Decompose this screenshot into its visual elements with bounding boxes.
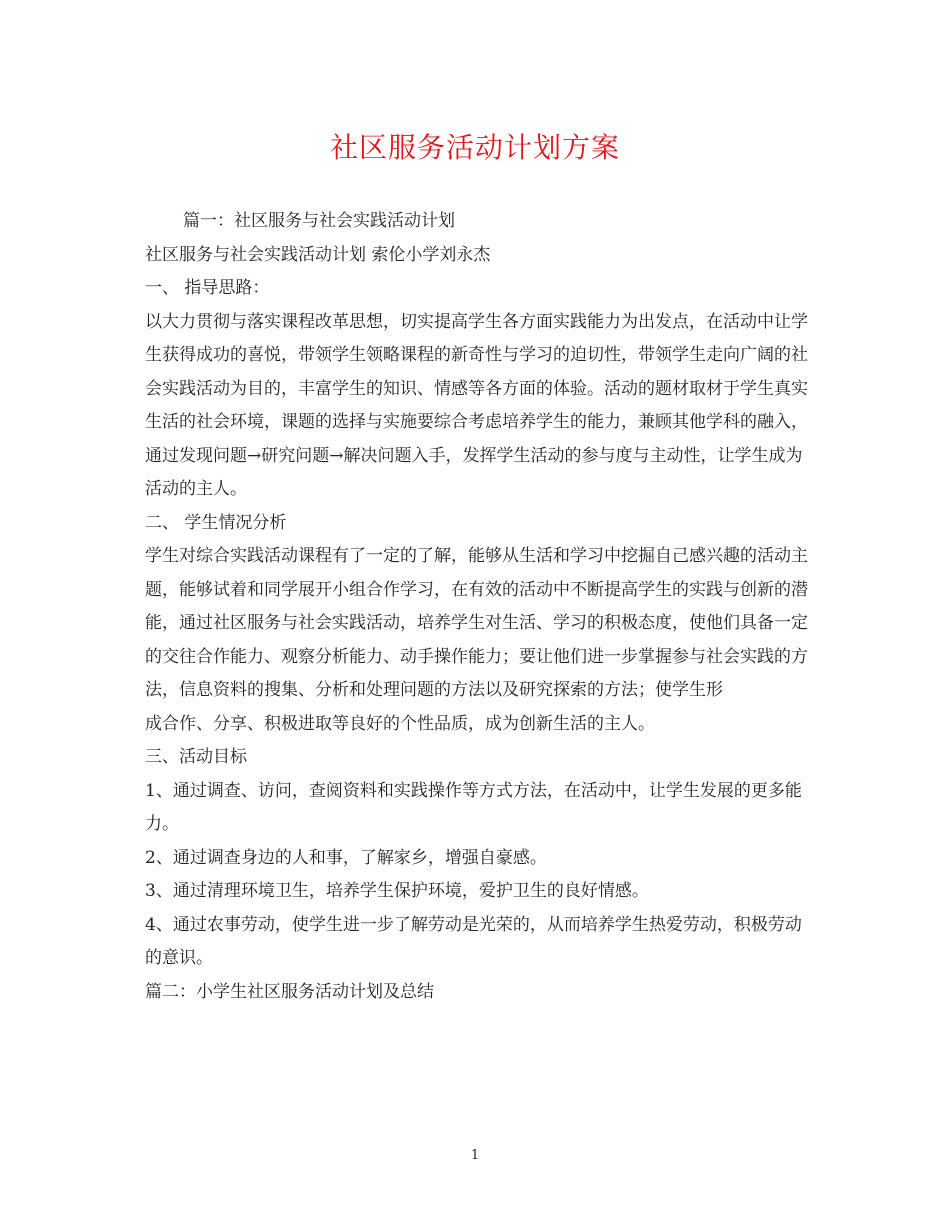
section-heading-student-analysis: 二、 学生情况分析 [145, 512, 287, 533]
goal-item-2: 2、通过调查身边的人和事，了解家乡，增强自豪感。 [145, 847, 547, 868]
goal-item-4: 4、通过农事劳动，使学生进一步了解劳动是光荣的，从而培养学生热爱劳动，积极劳动的意识。 [145, 914, 802, 968]
goal-item-3: 3、通过清理环境卫生，培养学生保护环境，爱护卫生的良好情感。 [145, 881, 649, 901]
section-heading-part1: 篇一：社区服务与社会实践活动计划 [183, 211, 455, 231]
page-number: 1 [470, 1148, 480, 1163]
paragraph-student-analysis: 学生对综合实践活动课程有了一定的了解，能够从生活和学习中挖掘自己感兴趣的活动主题，能够试着和同学展开小组合作学习，在有效的活动中不断提高学生的实践与创新的潜能，通过社区服务与社会实践活动，培养学生对生活、学习的积极态度，使他们具备一定的交往合作能力、观察分析能力、动手操作能力；要让他们进一步掌握参与社会实践的方法，信息资料的搜集、分析和处理问题的方法以及研究探索的方法；使学生形 [145, 546, 808, 700]
section-heading-goals: 三、活动目标 [145, 747, 247, 767]
section-heading-guiding-idea: 一、 指导思路： [145, 278, 270, 298]
goal-item-1: 1、通过调查、访问，查阅资料和实践操作等方式方法，在活动中，让学生发展的更多能力。 [145, 780, 802, 834]
paragraph-guiding-idea: 以大力贯彻与落实课程改革思想，切实提高学生各方面实践能力为出发点，在活动中让学生获得成功的喜悦，带领学生领略课程的新奇性与学习的迫切性，带领学生走向广阔的社会实践活动为目的，丰富学生的知识、情感等各方面的体验。活动的题材取材于学生真实生活的社会环境，课题的选择与实施要综合考虑培养学生的能力，兼顾其他学科的融入，通过发现问题→研究问题→解决问题入手，发挥学生活动的参与度与主动性，让学生成为活动的主人。 [145, 311, 808, 499]
paragraph-subtitle: 社区服务与社会实践活动计划 索伦小学刘永杰 [145, 244, 491, 265]
document-body [145, 205, 810, 1009]
document-title: 社区服务活动计划方案 [329, 131, 620, 164]
section-heading-part2: 篇二：小学生社区服务活动计划及总结 [145, 981, 434, 1002]
paragraph-student-analysis-cont: 成合作、分享、积极进取等良好的个性品质，成为创新生活的主人。 [145, 713, 655, 734]
